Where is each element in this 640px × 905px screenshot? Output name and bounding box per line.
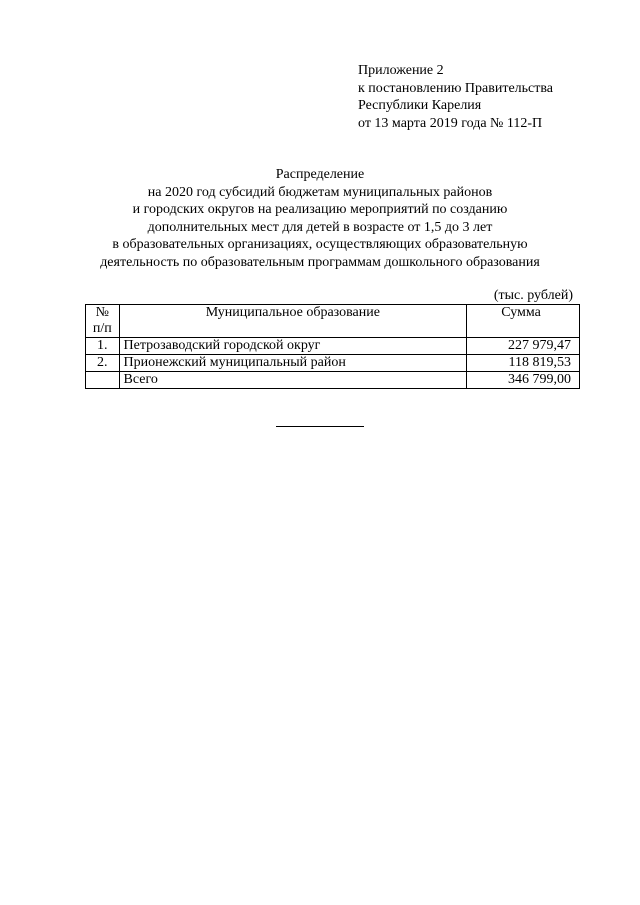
appendix-block <box>358 62 553 132</box>
total-num-cell <box>86 372 120 389</box>
appendix-line: от 13 марта 2019 года № 112-П <box>358 115 543 131</box>
appendix-line: Приложение 2 <box>358 63 444 78</box>
heading-line: дополнительных мест для детей в возрасте от 1,5 до 3 лет <box>147 219 493 235</box>
appendix-line: Республики Карелия <box>358 98 482 113</box>
heading-line: в образовательных организациях, осуществляющих образовательную <box>112 237 528 252</box>
appendix-line: к постановлению Правительства <box>358 80 554 96</box>
row-num-cell: 2. <box>86 355 120 372</box>
row-num-cell: 1. <box>86 338 120 355</box>
table-row <box>86 338 580 355</box>
units-label: (тыс. рублей) <box>493 288 573 303</box>
header-name-cell: Муниципальное образование <box>119 305 467 338</box>
heading-line: и городских округов на реализацию мероприятий по созданию <box>132 202 508 217</box>
row-sum-cell: 227 979,47 <box>467 338 580 355</box>
distribution-table <box>85 304 580 389</box>
row-name-cell: Прионежский муниципальный район <box>119 355 467 372</box>
total-label-cell: Всего <box>119 372 467 389</box>
heading-line: на 2020 год субсидий бюджетам муниципальных районов <box>147 184 493 200</box>
row-name-cell: Петрозаводский городской округ <box>119 338 467 355</box>
heading-title: Распределение <box>275 167 365 182</box>
closing-divider <box>276 426 364 427</box>
total-sum-cell: 346 799,00 <box>467 372 580 389</box>
document-heading <box>60 166 580 271</box>
table-header-row <box>86 305 580 338</box>
row-sum-cell: 118 819,53 <box>467 355 580 372</box>
header-num-line: № <box>95 305 109 320</box>
table-total-row <box>86 372 580 389</box>
header-num-cell <box>86 305 120 338</box>
header-sum-cell: Сумма <box>467 305 580 338</box>
header-num-line: п/п <box>92 321 112 336</box>
heading-line: деятельность по образовательным программам дошкольного образования <box>100 254 540 270</box>
table-row <box>86 355 580 372</box>
